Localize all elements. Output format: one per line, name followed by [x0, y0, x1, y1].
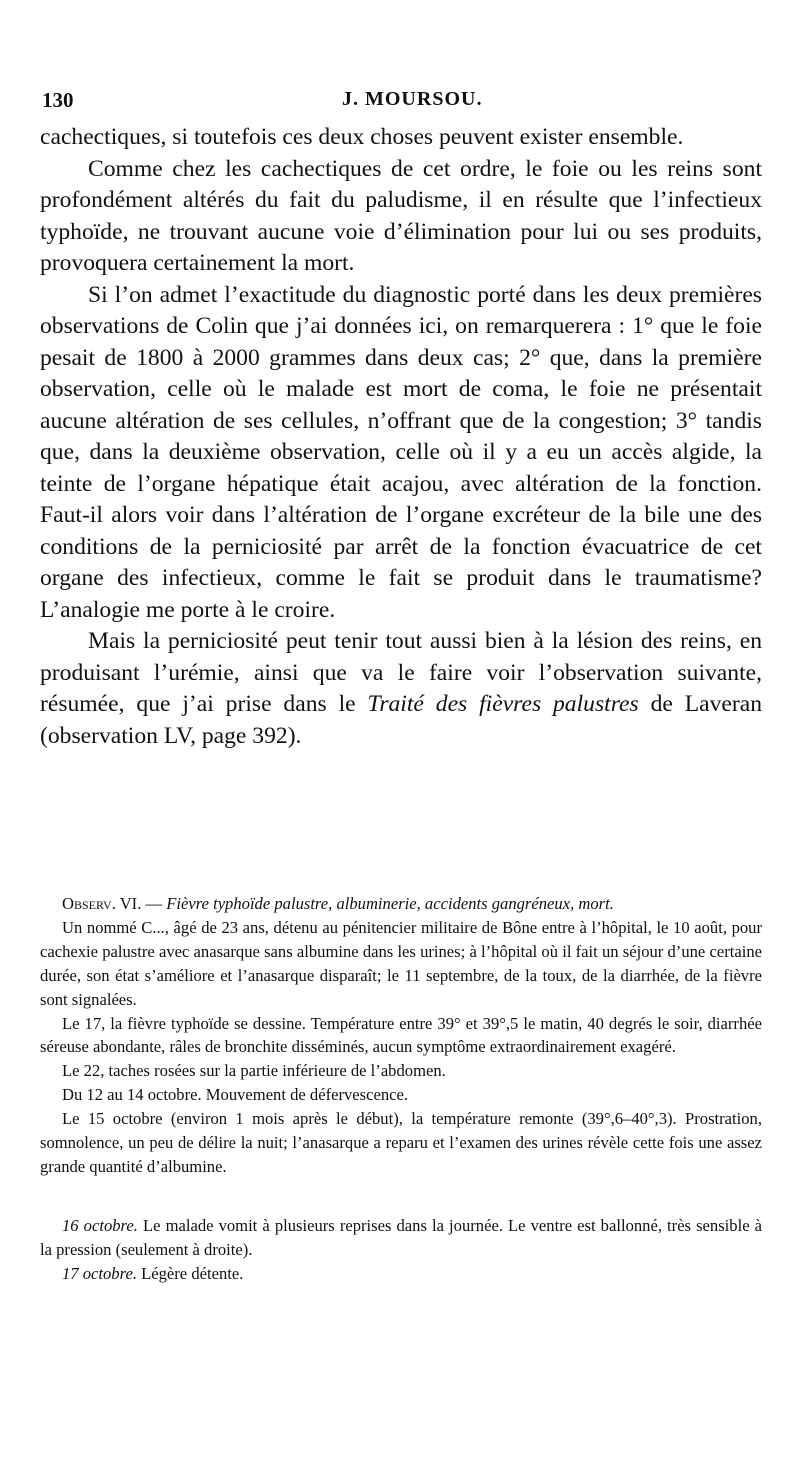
observation-label: Observ. VI. [62, 894, 142, 913]
main-text [40, 122, 762, 752]
running-title: J. MOURSOU. [342, 88, 483, 110]
entry-date: 16 octobre. [62, 1216, 138, 1235]
paragraph-liver-kidneys: Comme chez les cachectiques de cet ordre, le foie ou les reins sont profondément altérés du fait du paludisme, il en résulte que l’infectieux typhoïde, ne trouvant aucune voie d’élimination pour lui ou ses produits, provoquera certainement la mort. [40, 155, 762, 276]
observation-block [40, 892, 762, 1179]
entry-date: 17 octobre. [62, 1264, 137, 1283]
entry-text: Légère détente. [136, 1264, 244, 1283]
paragraph-perniciosity [40, 626, 762, 752]
paragraph-continuation: cachectiques, si toutefois ces deux choses peuvent exister ensemble. [40, 124, 684, 150]
observation-paragraph: Le 15 octobre (environ 1 mois après le début), la température remonte (39°,6–40°,3). Prostration, somnolence, un peu de délire la nuit; l’anasarque a reparu et l’examen des urines révèle cette fois une assez grande quantité d’albumine. [40, 1109, 762, 1176]
observation-paragraph: Le 22, taches rosées sur la partie inférieure de l’abdomen. [62, 1061, 446, 1081]
paragraph-tail: de Laveran (observation LV, page 392). [40, 691, 763, 749]
dated-entry [40, 1214, 762, 1262]
dated-entry [40, 1262, 762, 1286]
observation-title: Fièvre typhoïde palustre, albuminerie, accidents gangréneux, mort. [166, 894, 614, 913]
paragraph-text: Mais la perniciosité peut tenir tout aussi bien à la lésion des reins, en produisant l’urémie, ainsi que va le faire voir l’observation suivante, résumée, que j’ai prise dans le [40, 628, 762, 717]
observation-paragraph: Du 12 au 14 octobre. Mouvement de défervescence. [62, 1085, 409, 1105]
observation-paragraph: Le 17, la fièvre typhoïde se dessine. Température entre 39° et 39°,5 le matin, 40 degrés le soir, diarrhée séreuse abondante, râles de bronchite disséminés, aucun symptôme extraordinairement exagéré. [40, 1013, 762, 1057]
page-number: 130 [42, 88, 74, 112]
observation-dash: — [141, 894, 167, 913]
book-reference: Traité des fièvres palustres [367, 691, 639, 717]
page-header [42, 88, 762, 118]
paragraph-colin-observations: Si l’on admet l’exactitude du diagnostic porté dans les deux premières observations de Colin que j’ai données ici, on remarquerera : 1° que le foie pesait de 1800 à 2000 grammes dans deux cas; 2° que, dans la première observation, celle où le malade est mort de coma, le foie ne présentait aucune altération de ses cellules, n’offrant que de la congestion; 3° tandis que, dans la deuxième observation, celle où il y a eu un accès algide, la teinte de l’organe hépatique était acajou, avec altération de la fonction. Faut-il alors voir dans l’altération de l’organe excréteur de la bile une des conditions de la perniciosité par arrêt de la fonction évacuatrice de cet organe des infectieux, comme le fait se produit dans le traumatisme? L’analogie me porte à le croire. [40, 281, 762, 623]
observation-heading [40, 892, 762, 916]
dated-entries [40, 1214, 762, 1286]
observation-paragraph: Un nommé C..., âgé de 23 ans, détenu au pénitencier militaire de Bône entre à l’hôpital, le 10 août, pour cachexie palustre avec anasarque sans albumine dans les urines; à l’hôpital où il fait un séjour d’une certaine durée, son état s’améliore et l’anasarque disparaît; le 11 septembre, de la toux, de la diarrhée, de la fièvre sont signalées. [40, 917, 762, 1009]
entry-text: Le malade vomit à plusieurs reprises dans la journée. Le ventre est ballonné, très sensible à la pression (seulement à droite). [40, 1216, 763, 1259]
